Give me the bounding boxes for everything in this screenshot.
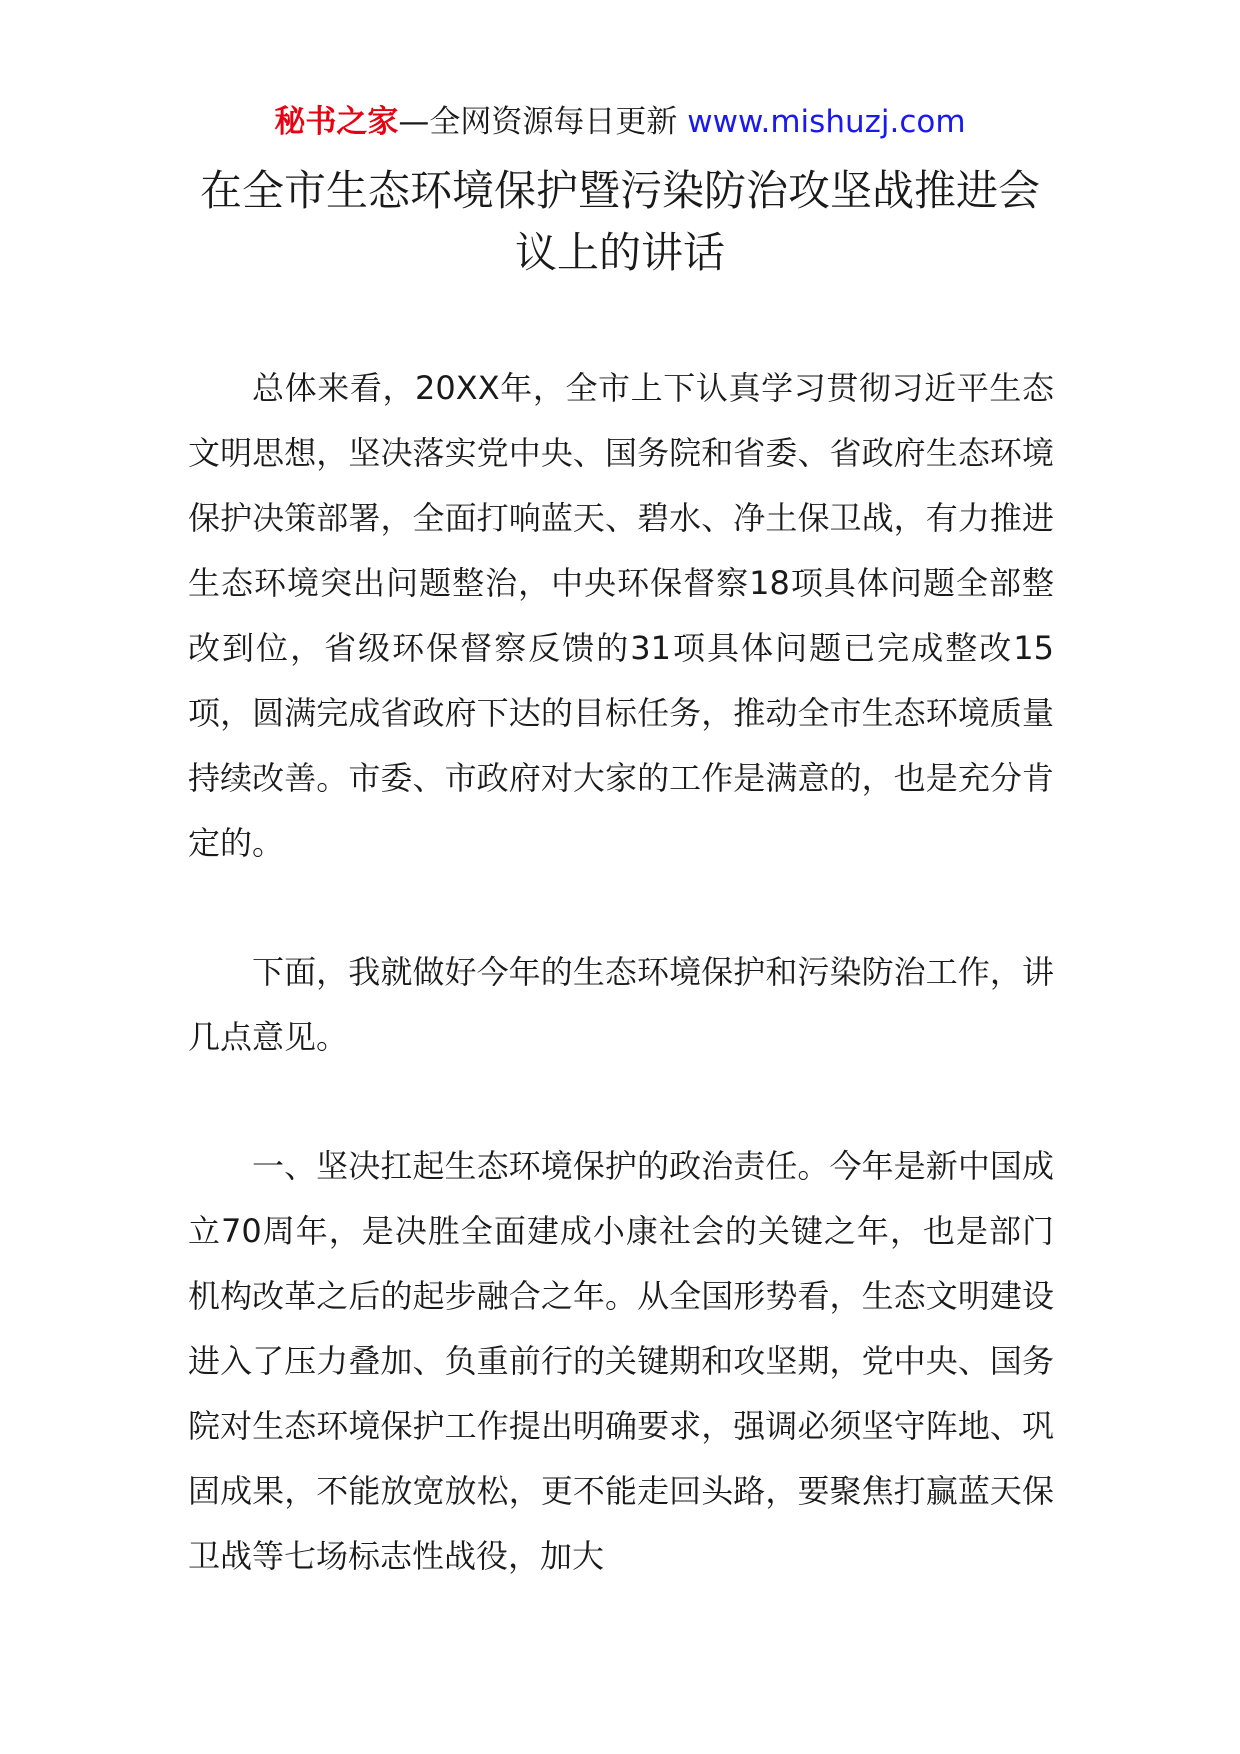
document-title: 在全市生态环境保护暨污染防治攻坚战推进会议上的讲话 [200,166,1041,277]
paragraph-overview: 总体来看，20XX年，全市上下认真学习贯彻习近平生态文明思想，坚决落实党中央、国务院和省委、省政府生态环境保护决策部署，全面打响蓝天、碧水、净土保卫战，有力推进生态环境突出问题整治，中央环保督察18项具体问题全部整改到位，省级环保督察反馈的31项具体问题已完成整改15项，圆满完成省政府下达的目标任务，推动全市生态环境质量持续改善。市委、市政府对大家的工作是满意的，也是充分肯定的。 [188,369,1054,862]
site-url-link[interactable]: www.mishuzj.com [687,104,966,140]
paragraph-intro: 下面，我就做好今年的生态环境保护和污染防治工作，讲几点意见。 [188,953,1054,1056]
document-body [188,356,1054,1653]
brand-name: 秘书之家 [274,104,399,140]
paragraph-section-one: 一、坚决扛起生态环境保护的政治责任。今年是新中国成立70周年，是决胜全面建成小康社会的关键之年，也是部门机构改革之后的起步融合之年。从全国形势看，生态文明建设进入了压力叠加、负重前行的关键期和攻坚期，党中央、国务院对生态环境保护工作提出明确要求，强调必须坚守阵地、巩固成果，不能放宽放松，更不能走回头路，要聚焦打赢蓝天保卫战等七场标志性战役，加大 [188,1147,1054,1575]
header-tagline: —全网资源每日更新 [398,104,688,140]
site-header [0,100,1240,144]
